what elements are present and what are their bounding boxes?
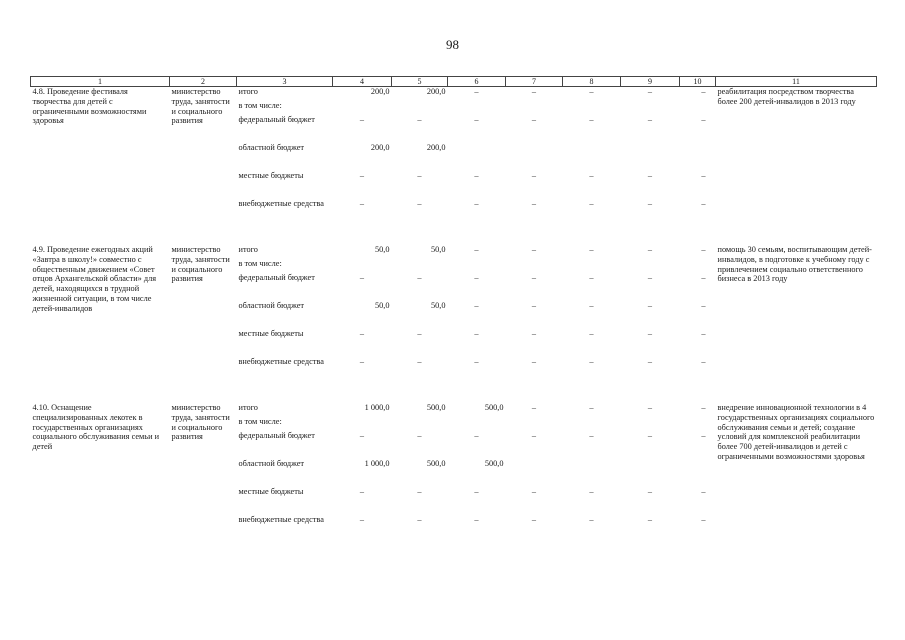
amount-c5: –	[417, 515, 422, 524]
amount-c6: –	[474, 245, 479, 254]
amount-c5: 50,0	[430, 301, 446, 310]
amount-c7: –	[531, 115, 537, 124]
amount-c8	[563, 259, 621, 273]
amount-c6: –	[474, 329, 479, 338]
amount-c4: 200,0	[370, 143, 390, 152]
funding-source: итого	[238, 245, 258, 254]
amount-c10: –	[701, 171, 706, 180]
amount-c6	[448, 417, 506, 431]
amount-c10	[680, 417, 716, 431]
amount-c5	[392, 101, 448, 115]
amount-c4: –	[359, 487, 365, 496]
amount-c8	[563, 417, 621, 431]
funding-source: в том числе:	[238, 101, 282, 110]
amount-c5: 500,0	[426, 459, 446, 468]
amount-c6: –	[474, 487, 479, 496]
amount-c10: –	[701, 301, 706, 310]
amount-c10: –	[701, 487, 706, 496]
amount-c6: –	[474, 199, 479, 208]
funding-source: итого	[238, 87, 258, 96]
amount-c8	[563, 143, 621, 171]
amount-c9: –	[647, 431, 653, 440]
amount-c7	[506, 101, 563, 115]
amount-c9: –	[647, 171, 653, 180]
amount-c6: –	[474, 87, 479, 96]
amount-c9: –	[647, 115, 653, 124]
amount-c10: –	[701, 273, 706, 282]
funding-source: внебюджетные средства	[238, 515, 324, 524]
amount-c10	[680, 459, 716, 487]
amount-c9	[621, 101, 680, 115]
funding-source: федеральный бюджет	[238, 115, 315, 124]
amount-c4: –	[359, 115, 365, 124]
amount-c9	[621, 143, 680, 171]
amount-c6	[448, 101, 506, 115]
block-spacer	[31, 227, 877, 245]
measure-name: 4.9. Проведение ежегодных акций «Завтра в школу!» совместно с общественным движением «Совет отцов Архангельской области» для детей, находящихся в трудной жизненной ситуации, в том числе детей-инвалидов	[32, 245, 157, 313]
amount-c9	[621, 259, 680, 273]
executor: министерство труда, занятости и социального развития	[171, 403, 230, 442]
program-table	[30, 76, 877, 543]
col-header-9: 9	[621, 77, 680, 87]
amount-c7: –	[531, 87, 537, 96]
col-header-11: 11	[716, 77, 877, 87]
amount-c5: 200,0	[426, 143, 446, 152]
amount-c8: –	[589, 245, 594, 254]
amount-c9: –	[647, 245, 653, 254]
amount-c8	[563, 101, 621, 115]
amount-c7	[506, 259, 563, 273]
funding-source: местные бюджеты	[238, 487, 304, 496]
amount-c7: –	[531, 329, 537, 338]
amount-c10	[680, 101, 716, 115]
amount-c8: –	[589, 87, 594, 96]
amount-c4: 50,0	[374, 301, 390, 310]
amount-c5: –	[417, 171, 422, 180]
amount-c7	[506, 143, 563, 171]
col-header-7: 7	[506, 77, 563, 87]
amount-c9: –	[647, 403, 653, 412]
amount-c8: –	[589, 357, 594, 366]
funding-source: федеральный бюджет	[238, 431, 315, 440]
amount-c6	[448, 143, 506, 171]
amount-c6: 500,0	[484, 403, 504, 412]
amount-c4: –	[359, 273, 365, 282]
amount-c5: –	[417, 357, 422, 366]
funding-source: областной бюджет	[238, 143, 305, 152]
spacer-cell	[31, 227, 877, 245]
amount-c10: –	[701, 199, 706, 208]
amount-c7: –	[531, 273, 537, 282]
amount-c8: –	[589, 171, 594, 180]
amount-c9: –	[647, 357, 653, 366]
amount-c6: –	[474, 431, 479, 440]
amount-c7: –	[531, 515, 537, 524]
amount-c8: –	[589, 431, 594, 440]
amount-c9: –	[647, 87, 653, 96]
col-header-8: 8	[563, 77, 621, 87]
expected-result: реабилитация посредством творчества более 200 детей-инвалидов в 2013 году	[717, 87, 856, 106]
amount-c7: –	[531, 403, 537, 412]
amount-c10: –	[701, 87, 706, 96]
executor: министерство труда, занятости и социального развития	[171, 87, 230, 126]
amount-c6: –	[474, 273, 479, 282]
amount-c4: –	[359, 515, 365, 524]
amount-c5: 50,0	[430, 245, 446, 254]
amount-c9: –	[647, 273, 653, 282]
funding-source: в том числе:	[238, 259, 282, 268]
amount-c4	[333, 101, 392, 115]
amount-c9: –	[647, 329, 653, 338]
amount-c5: –	[417, 329, 422, 338]
amount-c7: –	[531, 431, 537, 440]
page-number: 98	[446, 37, 459, 52]
col-header-1: 1	[31, 77, 170, 87]
block-spacer	[31, 385, 877, 403]
amount-c10: –	[701, 431, 706, 440]
amount-c7: –	[531, 301, 537, 310]
table-row	[31, 403, 877, 417]
amount-c6: –	[474, 115, 479, 124]
amount-c4	[333, 259, 392, 273]
amount-c8: –	[589, 115, 594, 124]
amount-c4: –	[359, 329, 365, 338]
amount-c4: –	[359, 357, 365, 366]
amount-c5	[392, 417, 448, 431]
amount-c6: –	[474, 301, 479, 310]
amount-c7: –	[531, 487, 537, 496]
funding-source: внебюджетные средства	[238, 199, 324, 208]
amount-c5: –	[417, 115, 422, 124]
table-row	[31, 87, 877, 102]
amount-c8	[563, 459, 621, 487]
amount-c9: –	[647, 301, 653, 310]
funding-source: итого	[238, 403, 258, 412]
amount-c5: 500,0	[426, 403, 446, 412]
funding-source: местные бюджеты	[238, 329, 304, 338]
amount-c8: –	[589, 403, 594, 412]
amount-c5: –	[417, 273, 422, 282]
table-row	[31, 245, 877, 259]
amount-c5	[392, 259, 448, 273]
amount-c8: –	[589, 273, 594, 282]
expected-result: помощь 30 семьям, воспитывающим детей-инвалидов, в подготовке к учебному году с привлечением социально ответственного бизнеса в 2013 году	[717, 245, 872, 284]
amount-c4: 1 000,0	[364, 403, 390, 412]
amount-c10: –	[701, 403, 706, 412]
amount-c10: –	[701, 329, 706, 338]
spacer-cell	[31, 385, 877, 403]
funding-source: внебюджетные средства	[238, 357, 324, 366]
col-header-6: 6	[448, 77, 506, 87]
col-header-2: 2	[170, 77, 237, 87]
amount-c8: –	[589, 487, 594, 496]
amount-c8: –	[589, 329, 594, 338]
funding-source: местные бюджеты	[238, 171, 304, 180]
amount-c4: 50,0	[374, 245, 390, 254]
amount-c6: –	[474, 171, 479, 180]
amount-c9	[621, 417, 680, 431]
amount-c9: –	[647, 487, 653, 496]
amount-c6: –	[474, 515, 479, 524]
amount-c10	[680, 143, 716, 171]
amount-c10: –	[701, 245, 706, 254]
amount-c10: –	[701, 115, 706, 124]
amount-c6: 500,0	[484, 459, 504, 468]
col-header-3: 3	[237, 77, 333, 87]
column-number-row	[31, 77, 877, 87]
measure-name: 4.8. Проведение фестиваля творчества для детей с ограниченными возможностями здоровья	[32, 87, 147, 126]
amount-c10: –	[701, 515, 706, 524]
amount-c5: –	[417, 487, 422, 496]
amount-c7: –	[531, 199, 537, 208]
amount-c7: –	[531, 245, 537, 254]
amount-c9: –	[647, 199, 653, 208]
amount-c6: –	[474, 357, 479, 366]
table-body	[31, 87, 877, 544]
amount-c10: –	[701, 357, 706, 366]
amount-c6	[448, 259, 506, 273]
executor: министерство труда, занятости и социального развития	[171, 245, 230, 284]
col-header-10: 10	[680, 77, 716, 87]
amount-c7	[506, 417, 563, 431]
amount-c4: –	[359, 171, 365, 180]
amount-c4: –	[359, 431, 365, 440]
amount-c5: –	[417, 199, 422, 208]
amount-c5: 200,0	[426, 87, 446, 96]
funding-source: в том числе:	[238, 417, 282, 426]
amount-c9: –	[647, 515, 653, 524]
amount-c7	[506, 459, 563, 487]
amount-c7: –	[531, 357, 537, 366]
amount-c4: 200,0	[370, 87, 390, 96]
amount-c9	[621, 459, 680, 487]
funding-source: областной бюджет	[238, 459, 305, 468]
funding-source: областной бюджет	[238, 301, 305, 310]
col-header-4: 4	[333, 77, 392, 87]
amount-c4: –	[359, 199, 365, 208]
col-header-5: 5	[392, 77, 448, 87]
expected-result: внедрение инновационной технологии в 4 государственных организациях социального обслуживания семьи и детей; создание условий для комплексной реабилитации более 700 детей-инвалидов и детей с ограниченными возможностями здоровья	[717, 403, 875, 461]
amount-c8: –	[589, 515, 594, 524]
funding-source: федеральный бюджет	[238, 273, 315, 282]
measure-name: 4.10. Оснащение специализированных лекотек в государственных организациях социального обслуживания семьи и детей	[32, 403, 160, 452]
amount-c4	[333, 417, 392, 431]
amount-c5: –	[417, 431, 422, 440]
amount-c8: –	[589, 199, 594, 208]
amount-c10	[680, 259, 716, 273]
amount-c8: –	[589, 301, 594, 310]
amount-c7: –	[531, 171, 537, 180]
amount-c4: 1 000,0	[364, 459, 390, 468]
